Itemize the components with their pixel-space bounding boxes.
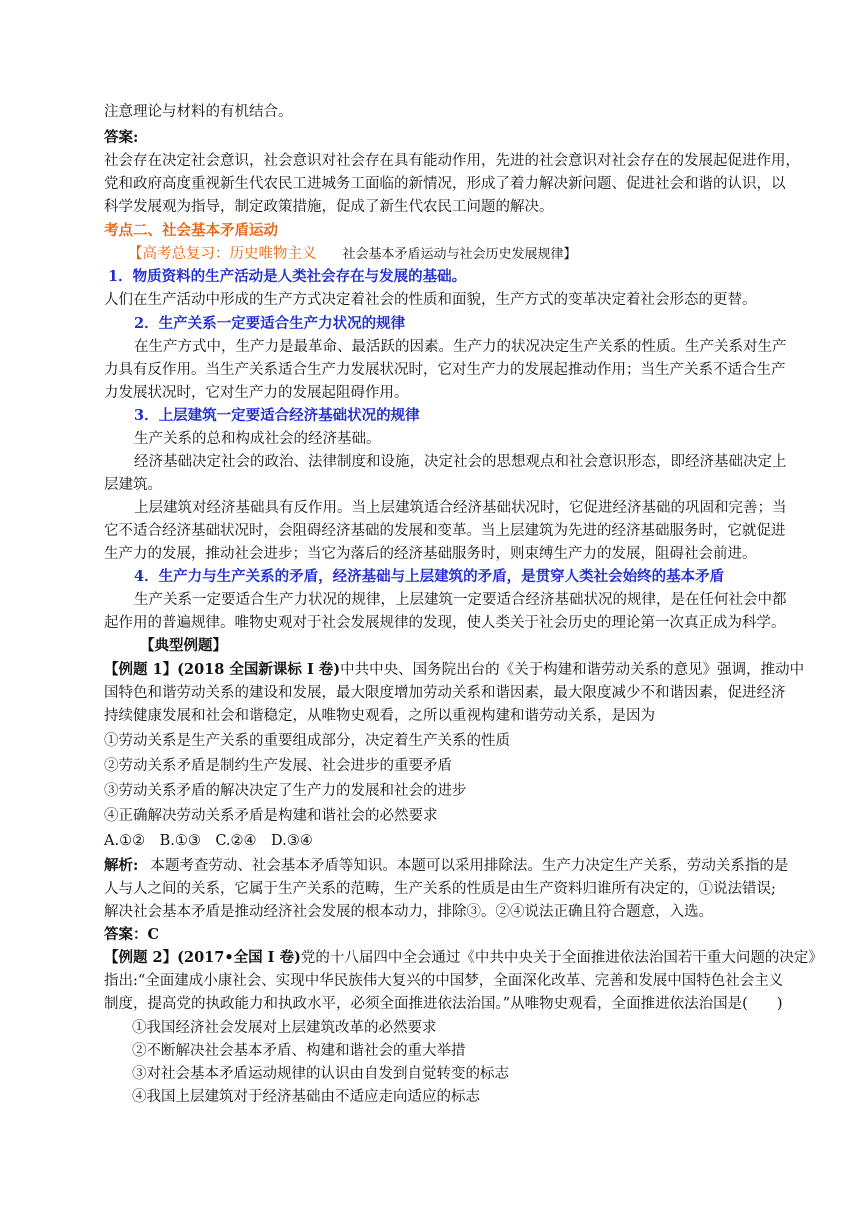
point-heading: 3．上层建筑一定要适合经济基础状况的规律 [134,407,420,424]
example-2-label: 【例题 2】(2017•全国 I 卷) [104,949,301,966]
text-line: 党和政府高度重视新生代农民工进城务工面临的新情况，形成了着力解决新问题、促进社会和谐的认识，以 [104,176,786,192]
text-line: 经济基础决定社会的政治、法律制度和设施，决定社会的思想观点和社会意识形态，即经济基础决定上 [134,454,787,470]
text-line: 科学发展观为指导，制定政策措施，促成了新生代农民工问题的解决。 [104,199,554,215]
example-1-intro [104,660,804,680]
analysis-line [104,856,788,876]
option-item: ④正确解决劳动关系矛盾是构建和谐社会的必然要求 [104,808,438,824]
section-heading: 考点二、社会基本矛盾运动 [104,222,278,239]
text-line: 人们在生产活动中形成的生产方式决定着社会的性质和面貌，生产方式的变革决定着社会形态的更替。 [104,292,757,308]
review-tag-label: 【高考总复习：历史唯物主义 [128,246,317,262]
option-item: ②不断解决社会基本矛盾、构建和谐社会的重大举措 [132,1043,466,1059]
text-line: 力具有反作用。当生产关系适合生产力发展状况时，它对生产力的发展起推动作用；当生产关系不适合生产 [104,362,786,378]
option-item: ①我国经济社会发展对上层建筑改革的必然要求 [132,1020,437,1036]
text-line: 起作用的普遍规律。唯物史观对于社会发展规律的发现，使人类关于社会历史的理论第一次真正成为科学。 [104,615,786,631]
text-line: 中共中央、国务院出台的《关于构建和谐劳动关系的意见》强调，推动中 [340,662,805,678]
example-2-intro [104,948,823,968]
text-line: 上层建筑对经济基础具有反作用。当上层建筑适合经济基础状况时，它促进经济基础的巩固和完善；当 [134,500,787,516]
text-line: 国特色和谐劳动关系的建设和发展，最大限度增加劳动关系和谐因素，最大限度减少不和谐因素，促进经济 [104,685,786,701]
text-line: 在生产方式中，生产力是最革命、最活跃的因素。生产力的状况决定生产关系的性质。生产关系对生产 [134,339,787,355]
option-item: ③劳动关系矛盾的解决决定了生产力的发展和社会的进步 [104,783,467,799]
review-tag-topic: 社会基本矛盾运动与社会历史发展规律】 [342,247,577,262]
text-line: 力发展状况时，它对生产力的发展起阻碍作用。 [104,385,409,401]
text-line: 制度，提高党的执政能力和执政水平，必须全面推进依法治国。”从唯物史观看，全面推进依法治国是( ) [104,996,783,1012]
text-line: 生产关系的总和构成社会的经济基础。 [134,431,381,447]
text-line: 它不适合经济基础状况时，会阻碍经济基础的发展和变革。当上层建筑为先进的经济基础服务时，它就促进 [104,523,786,539]
text-line: 生产关系一定要适合生产力状况的规律，上层建筑一定要适合经济基础状况的规律，是在任何社会中都 [134,592,787,608]
text-line: 本题考查劳动、社会基本矛盾等知识。本题可以采用排除法。生产力决定生产关系，劳动关系指的是 [150,858,789,874]
text-line: 人与人之间的关系，它属于生产关系的范畴，生产关系的性质是由生产资料归谁所有决定的，①说法错误; [104,881,776,897]
text-line: 党的十八届四中全会通过《中共中央关于全面推进依法治国若干重大问题的决定》 [300,950,823,966]
text-line: 注意理论与材料的有机结合。 [104,104,293,120]
example-1-label: 【例题 1】(2018 全国新课标 I 卷) [104,661,341,678]
analysis-label: 解析: [104,857,139,874]
examples-heading: 【典型例题】 [140,637,227,654]
answer-label: 答案: [104,129,139,146]
option-item: ②劳动关系矛盾是制约生产发展、社会进步的重要矛盾 [104,758,452,774]
option-item: ④我国上层建筑对于经济基础由不适应走向适应的标志 [132,1089,480,1105]
text-line: 指出:“全面建成小康社会、实现中华民族伟大复兴的中国梦，全面深化改革、完善和发展中国特色社会主义 [104,973,784,989]
answer-line: 答案：C [104,926,160,943]
point-heading: 1．物质资料的生产活动是人类社会存在与发展的基础。 [108,268,467,285]
option-item: ①劳动关系是生产关系的重要组成部分，决定着生产关系的性质 [104,733,510,749]
text-line: 生产力的发展，推动社会进步；当它为落后的经济基础服务时，则束缚生产力的发展，阻碍社会前进。 [104,546,757,562]
text-line: 层建筑。 [104,477,162,493]
answer-choices: A.①② B.①③ C.②④ D.③④ [104,833,313,849]
text-line: 持续健康发展和社会和谐稳定，从唯物史观看，之所以重视构建和谐劳动关系，是因为 [104,708,655,724]
point-heading: 4．生产力与生产关系的矛盾，经济基础与上层建筑的矛盾，是贯穿人类社会始终的基本矛盾 [134,568,725,585]
review-tag [128,244,577,265]
option-item: ③对社会基本矛盾运动规律的认识由自发到自觉转变的标志 [132,1066,509,1082]
text-line: 社会存在决定社会意识，社会意识对社会存在具有能动作用，先进的社会意识对社会存在的发展起促进作用， [104,153,800,169]
text-line: 解决社会基本矛盾是推动经济社会发展的根本动力，排除③。②④说法正确且符合题意，入选。 [104,904,713,920]
point-heading: 2．生产关系一定要适合生产力状况的规律 [134,315,406,332]
